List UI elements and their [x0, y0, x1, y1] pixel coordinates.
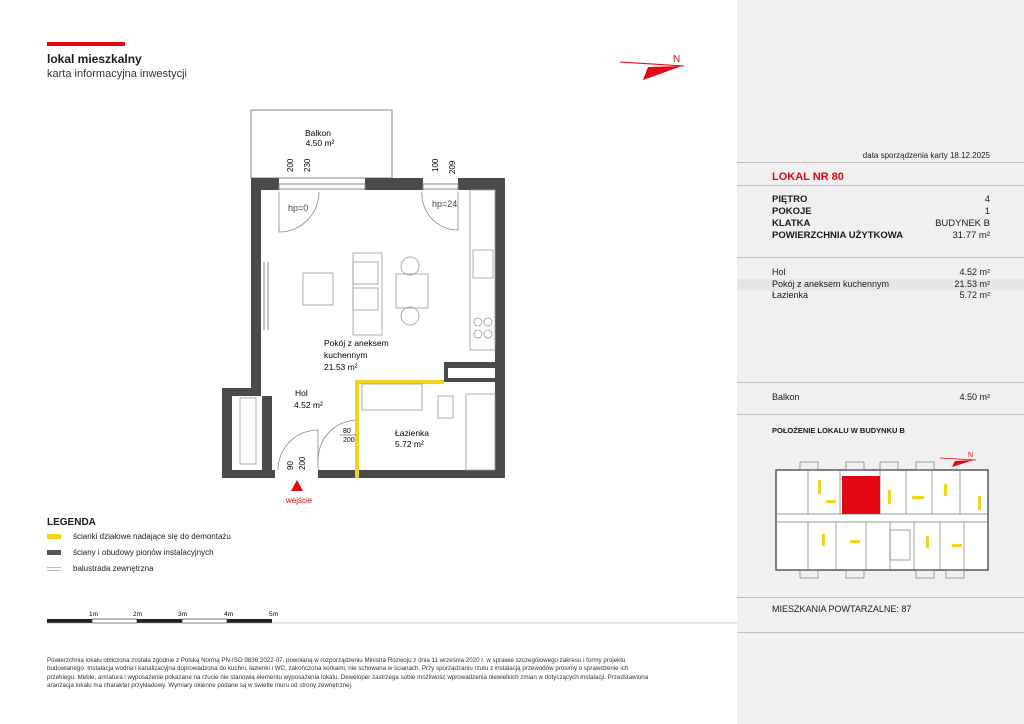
door1-width: 200 [286, 158, 295, 172]
balcony-name: Balkon [305, 128, 331, 138]
room-main-name-2: kuchennym [324, 350, 368, 360]
room-row: Łazienka 5.72 m² [772, 290, 990, 300]
legend-item: balustrada zewnętrzna [47, 564, 154, 573]
sheet-subtitle: karta informacyjna inwestycji [47, 68, 187, 80]
room-main-area: 21.53 m² [324, 362, 358, 372]
north-label: N [673, 54, 681, 65]
entrance-label: wejście [286, 496, 313, 505]
field-usable-area: POWIERZCHNIA UŻYTKOWA 31.77 m² [772, 230, 990, 241]
repeat-count: MIESZKANIA POWTARZALNE: 87 [772, 604, 912, 614]
entry-door-height: 200 [298, 456, 307, 470]
field-floor: PIĘTRO 4 [772, 194, 990, 205]
svg-text:N: N [968, 452, 974, 459]
mini-north-arrow-icon [940, 452, 976, 467]
balcony-row: Balkon 4.50 m² [772, 392, 990, 402]
unit-highlight [842, 476, 880, 514]
position-title: POŁOŻENIE LOKALU W BUDYNKU B [772, 426, 905, 435]
unit-number: LOKAL NR 80 [772, 171, 844, 183]
room-main-name-1: Pokój z aneksem [324, 338, 389, 348]
door2-height: 209 [448, 160, 457, 174]
disclaimer-text: Powierzchnia lokalu obliczona została zgodnie z Polską Normą PN-ISO 9836:2022-07, powołaną w rozporządzeniu Ministra Rozwoju z dnia 11 września 2020 r. w sprawie szczegółowego zakresu i formy projektu budowlanego. Instalacja wodna i kanalizacyjna doprowadzona do kuchni, łazienki i WC, zakończona korkami, nie schowana w ścianach. Przy sporządzaniu rzutu z instalacją przewodów prosimy o sprawdzenie ich przebiegu. Meble, armatura i wyposażenie pokazane na rzucie nie stanowią elementu wyposażenia lokalu. Deweloper zastrzega sobie możliwość wprowadzenia niewielkich zmian w dotyczących instalacji. Przedstawiona aranżacja lokalu ma charakter przykładowy. Wymiary okienne podane są w świetle muru od strony zewnętrznej. [47, 657, 649, 690]
scale-label: 1m [89, 611, 99, 618]
scale-label: 4m [224, 611, 234, 618]
legend-item: ścianki działowe nadające się do demontażu [47, 532, 231, 541]
bath-area: 5.72 m² [395, 439, 424, 449]
room-row: Hol 4.52 m² [772, 267, 990, 277]
scale-label: 5m [269, 611, 279, 618]
field-rooms: POKOJE 1 [772, 206, 990, 217]
bath-name: Łazienka [395, 428, 430, 438]
room-row: Pokój z aneksem kuchennym 21.53 m² [772, 279, 990, 289]
scale-label: 2m [133, 611, 143, 618]
door1-height: 230 [303, 158, 312, 172]
bath-door-height: 200 [343, 437, 355, 444]
field-staircase: KLATKA BUDYNEK B [772, 218, 990, 229]
entry-door-width: 90 [286, 461, 295, 470]
hall-area: 4.52 m² [294, 400, 323, 410]
sheet-title: lokal mieszkalny [47, 52, 142, 66]
hp-label-2: hp=24 [432, 199, 458, 209]
card-date: data sporządzenia karty 18.12.2025 [862, 151, 990, 160]
legend-item: ściany i obudowy pionów instalacyjnych [47, 548, 214, 557]
hp-label-1: hp=0 [288, 203, 309, 213]
divider [737, 632, 1024, 633]
scale-label: 3m [178, 611, 188, 618]
balcony-area: 4.50 m² [305, 138, 335, 148]
door2-width: 100 [431, 158, 440, 172]
legend-title: LEGENDA [47, 517, 96, 528]
hall-name: Hol [295, 388, 308, 398]
divider [737, 597, 1024, 598]
bath-door-width: 80 [343, 428, 351, 435]
